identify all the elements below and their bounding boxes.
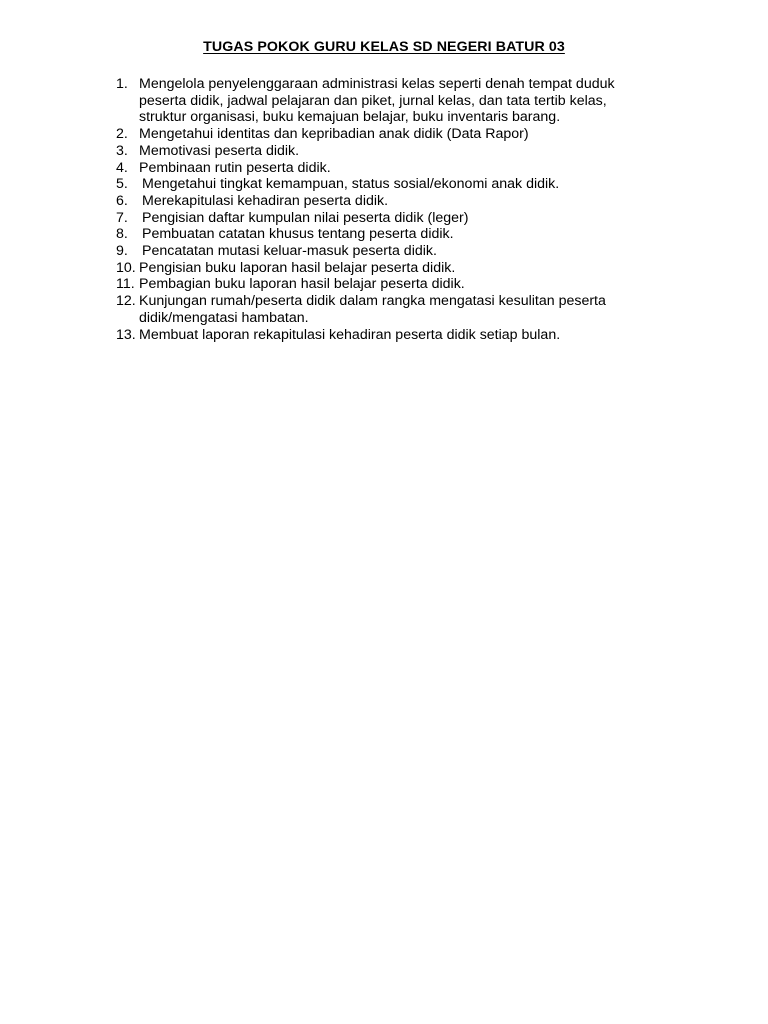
list-item [116,143,676,160]
list-item [116,160,676,177]
list-item-number: 4. [116,159,128,176]
list-item-number: 10. [116,259,136,276]
list-item [116,276,676,293]
document-title: TUGAS POKOK GURU KELAS SD NEGERI BATUR 03 [203,39,565,55]
list-item [116,293,676,326]
list-item-text-line: Membuat laporan rekapitulasi kehadiran peserta didik setiap bulan. [139,326,561,343]
list-item [116,260,676,277]
list-item-text-line: Pencatatan mutasi keluar-masuk peserta didik. [142,243,437,260]
list-item-number: 11. [116,276,135,293]
list-item [116,76,676,126]
list-item-text-line: struktur organisasi, buku kemajuan belajar, buku inventaris barang. [139,109,561,126]
list-item-text-line: Pembinaan rutin peserta didik. [139,159,331,176]
list-item-number: 1. [116,76,128,92]
list-item [116,327,676,344]
list-item-number: 3. [116,142,128,159]
list-item-number: 9. [116,243,128,260]
list-item-number: 2. [116,126,128,143]
list-item-number: 6. [116,192,128,209]
list-item-text-line: Mengetahui tingkat kemampuan, status sosial/ekonomi anak didik. [142,176,560,193]
list-item-text-line: Mengelola penyelenggaraan administrasi kelas seperti denah tempat duduk [139,76,615,92]
list-item [116,226,676,243]
list-item-text-line: Merekapitulasi kehadiran peserta didik. [142,192,389,209]
task-list [116,76,676,343]
list-item-text-line: Memotivasi peserta didik. [139,142,300,159]
list-item-text-line: Pengisian daftar kumpulan nilai peserta didik (leger) [142,209,469,226]
list-item [116,193,676,210]
list-item-text-line: Kunjungan rumah/peserta didik dalam rangka mengatasi kesulitan peserta [139,293,606,310]
list-item-number: 7. [116,209,128,226]
list-item [116,176,676,193]
list-item [116,210,676,227]
list-item-number: 5. [116,176,128,193]
list-item-number: 12. [116,293,136,310]
list-item-number: 13. [116,326,136,343]
list-item [116,243,676,260]
list-item-text-line: peserta didik, jadwal pelajaran dan piket, jurnal kelas, dan tata tertib kelas, [139,92,607,109]
list-item [116,126,676,143]
list-item-text-line: Pengisian buku laporan hasil belajar peserta didik. [139,259,456,276]
list-item-text-line: Pembagian buku laporan hasil belajar peserta didik. [139,276,465,293]
list-item-text-line: didik/mengatasi hambatan. [139,309,309,326]
list-item-number: 8. [116,226,128,243]
list-item-text-line: Mengetahui identitas dan kepribadian anak didik (Data Rapor) [139,126,529,143]
list-item-text-line: Pembuatan catatan khusus tentang peserta didik. [142,226,454,243]
